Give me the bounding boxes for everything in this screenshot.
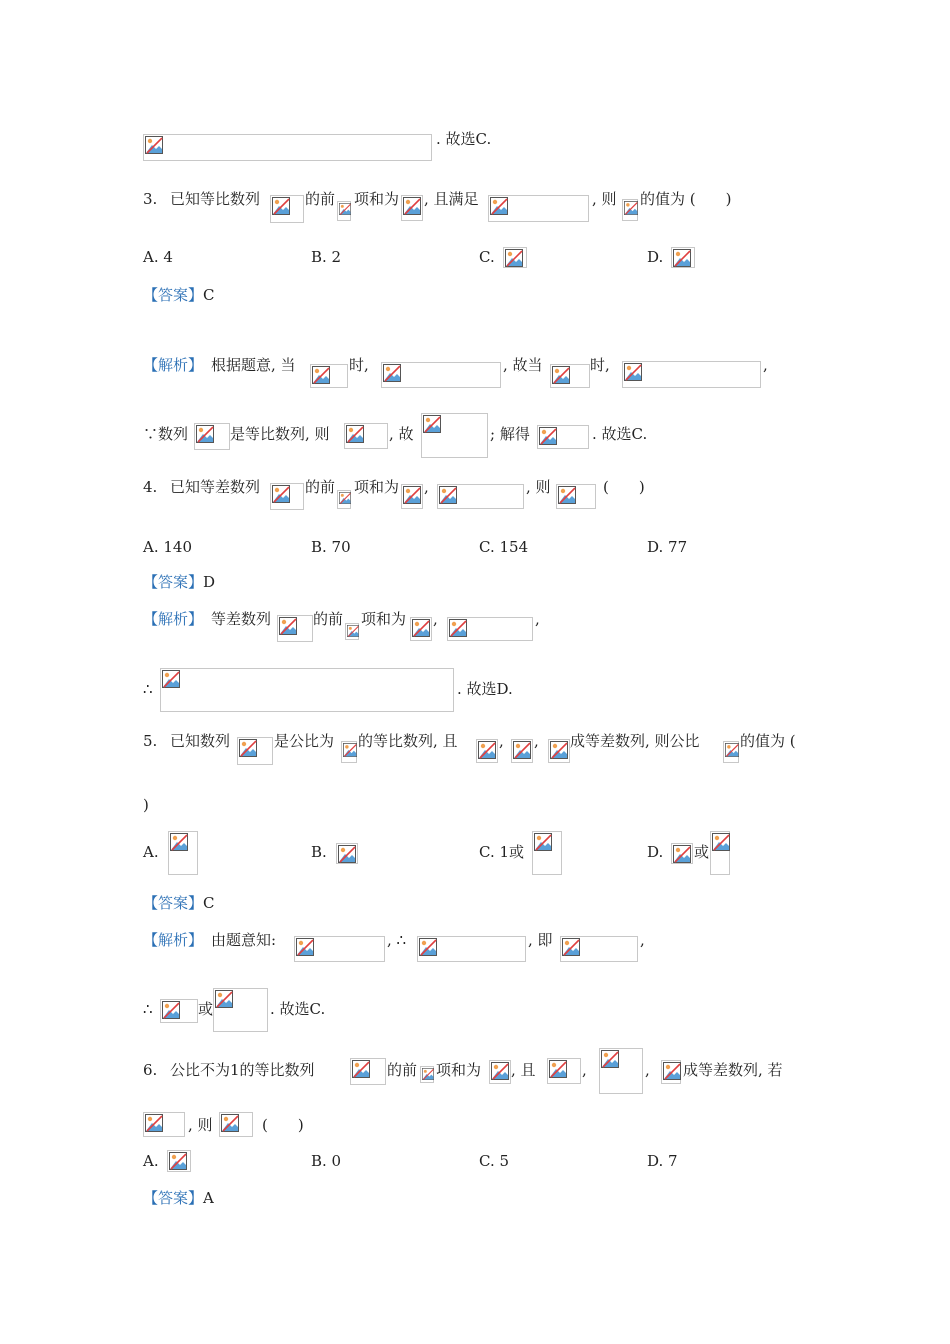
broken-image-icon <box>673 845 691 863</box>
option-b: B. <box>311 843 327 861</box>
formula-image <box>213 988 268 1032</box>
option-c: C. 154 <box>479 538 529 556</box>
answer-value: A <box>203 1189 214 1207</box>
analysis-text: 由题意知: <box>211 931 277 949</box>
question-text: ) <box>143 796 149 814</box>
formula-image <box>341 741 357 763</box>
formula-image <box>710 831 730 875</box>
broken-image-icon <box>478 741 496 759</box>
broken-image-icon <box>439 486 457 504</box>
answer-line <box>143 893 215 913</box>
broken-image-icon <box>170 833 188 851</box>
formula-image <box>550 364 590 388</box>
question-text: , 且满足 <box>424 190 479 208</box>
broken-image-icon <box>338 845 356 863</box>
broken-image-icon <box>339 203 351 215</box>
broken-image-icon <box>673 249 691 267</box>
option-c: C. <box>479 248 495 266</box>
broken-image-icon <box>552 366 570 384</box>
broken-image-icon <box>491 1062 509 1080</box>
question-text: 公比不为1的等比数列 <box>170 1061 315 1079</box>
analysis-text: ∴ <box>143 680 153 698</box>
analysis-text: , <box>640 931 645 949</box>
broken-image-icon <box>624 363 642 381</box>
option-c: C. 5 <box>479 1152 510 1170</box>
broken-image-icon <box>558 486 576 504</box>
formula-image <box>671 843 693 864</box>
analysis-text: . 故选C. <box>270 1000 326 1018</box>
broken-image-icon <box>296 938 314 956</box>
formula-image <box>437 484 524 509</box>
formula-image <box>421 413 488 458</box>
option-a: A. 140 <box>143 538 192 556</box>
formula-image <box>476 739 498 763</box>
formula-image <box>167 1150 191 1172</box>
question-text: , <box>582 1061 587 1079</box>
formula-image <box>270 483 304 510</box>
question-text: 成等差数列, 则公比 <box>570 732 700 750</box>
text-line: . 故选C. <box>436 130 492 148</box>
formula-image <box>503 247 527 268</box>
analysis-text: 时, <box>349 356 369 374</box>
question-text: , 且 <box>511 1061 536 1079</box>
formula-image <box>723 741 739 763</box>
analysis-text: ; 解得 <box>490 425 530 443</box>
broken-image-icon <box>221 1114 239 1132</box>
formula-image <box>420 1066 434 1083</box>
option-a: A. <box>143 843 159 861</box>
option-a: A. 4 <box>143 248 173 266</box>
question-text: 成等差数列, 若 <box>683 1061 783 1079</box>
question-text: , 则 <box>526 478 551 496</box>
question-number: 5. <box>143 732 158 750</box>
formula-image <box>350 1058 386 1085</box>
broken-image-icon <box>145 136 163 154</box>
formula-image <box>532 831 562 875</box>
question-text: 的前 <box>387 1061 418 1079</box>
formula-image <box>160 668 454 712</box>
answer-line <box>143 285 215 305</box>
question-number: 6. <box>143 1061 158 1079</box>
answer-line <box>143 572 215 592</box>
formula-image <box>336 843 358 864</box>
formula-image <box>237 737 273 765</box>
broken-image-icon <box>343 743 357 757</box>
question-text: , 则 <box>188 1116 213 1134</box>
broken-image-icon <box>196 425 214 443</box>
formula-image <box>160 999 198 1023</box>
formula-image <box>337 490 351 509</box>
broken-image-icon <box>419 938 437 956</box>
broken-image-icon <box>412 619 430 637</box>
option-b: B. 70 <box>311 538 351 556</box>
formula-image <box>401 195 423 221</box>
formula-image <box>447 617 533 641</box>
analysis-text: , 故 <box>389 425 414 443</box>
answer-value: C <box>203 894 215 912</box>
broken-image-icon <box>513 741 531 759</box>
formula-image <box>410 617 432 641</box>
formula-image <box>294 936 385 962</box>
option-d: D. <box>647 843 664 861</box>
option-a: A. <box>143 1152 159 1170</box>
broken-image-icon <box>272 197 290 215</box>
analysis-label: 【解析】 <box>143 931 204 949</box>
option-d-or: 或 <box>694 843 710 861</box>
answer-label: 【答案】 <box>143 573 204 591</box>
question-text: , <box>534 732 539 750</box>
broken-image-icon <box>162 1001 180 1019</box>
analysis-text: , <box>763 356 768 374</box>
option-c: C. 1或 <box>479 843 525 861</box>
question-text: 已知等差数列 <box>170 478 261 496</box>
question-text: 的值为 ( <box>740 732 796 750</box>
broken-image-icon <box>549 1060 567 1078</box>
broken-image-icon <box>601 1050 619 1068</box>
formula-image <box>661 1060 681 1084</box>
broken-image-icon <box>272 485 290 503</box>
formula-image <box>345 623 359 640</box>
formula-image <box>548 739 570 763</box>
formula-image <box>194 423 230 450</box>
formula-image <box>381 362 501 388</box>
question-text: 的前 <box>305 190 336 208</box>
formula-image <box>219 1112 253 1137</box>
analysis-text: ∴ <box>143 1000 153 1018</box>
analysis-text: 的前 <box>313 610 344 628</box>
broken-image-icon <box>339 492 351 504</box>
analysis-text: , 即 <box>528 931 553 949</box>
broken-image-icon <box>663 1062 681 1080</box>
broken-image-icon <box>346 425 364 443</box>
question-number: 4. <box>143 478 158 496</box>
broken-image-icon <box>215 990 233 1008</box>
analysis-text: , <box>535 610 540 628</box>
formula-image <box>270 195 304 223</box>
formula-image <box>417 936 526 962</box>
question-text: 的等比数列, 且 <box>358 732 458 750</box>
broken-image-icon <box>352 1060 370 1078</box>
formula-image <box>622 199 638 221</box>
question-text: 项和为 <box>436 1061 482 1079</box>
broken-image-icon <box>712 833 730 851</box>
analysis-text: . 故选C. <box>592 425 648 443</box>
formula-image <box>277 615 313 642</box>
broken-image-icon <box>539 427 557 445</box>
formula-image <box>310 364 348 388</box>
broken-image-icon <box>347 625 359 637</box>
analysis-text: 或 <box>198 1000 214 1018</box>
analysis-text: , 故当 <box>503 356 543 374</box>
formula-image <box>556 484 596 509</box>
broken-image-icon <box>422 1068 434 1080</box>
broken-image-icon <box>239 739 257 757</box>
broken-image-icon <box>562 938 580 956</box>
formula-image <box>337 201 351 221</box>
broken-image-icon <box>279 617 297 635</box>
formula-image <box>537 425 589 449</box>
broken-image-icon <box>490 197 508 215</box>
formula-image <box>511 739 533 763</box>
formula-image <box>599 1048 643 1094</box>
analysis-text: , <box>433 610 438 628</box>
formula-image <box>168 831 198 875</box>
broken-image-icon <box>383 364 401 382</box>
answer-line <box>143 1188 214 1208</box>
question-text: , <box>424 478 429 496</box>
question-text: , <box>499 732 504 750</box>
question-text: 是公比为 <box>274 732 335 750</box>
analysis-text: 等差数列 <box>211 610 272 628</box>
analysis-text: 项和为 <box>361 610 407 628</box>
broken-image-icon <box>725 743 739 757</box>
option-d: D. 7 <box>647 1152 678 1170</box>
question-text: ( ) <box>262 1116 304 1134</box>
question-text: , 则 <box>592 190 617 208</box>
broken-image-icon <box>145 1114 163 1132</box>
analysis-text: 根据题意, 当 <box>211 356 296 374</box>
broken-image-icon <box>403 486 421 504</box>
formula-image <box>488 195 589 222</box>
option-d: D. <box>647 248 664 266</box>
formula-image <box>671 247 695 268</box>
answer-label: 【答案】 <box>143 894 204 912</box>
broken-image-icon <box>534 833 552 851</box>
analysis-text: , ∴ <box>387 931 407 949</box>
formula-image <box>143 134 432 161</box>
formula-image <box>401 484 423 509</box>
broken-image-icon <box>423 415 441 433</box>
answer-value: C <box>203 286 215 304</box>
answer-label: 【答案】 <box>143 286 204 304</box>
question-text: ( ) <box>603 478 645 496</box>
analysis-text: 是等比数列, 则 <box>230 425 330 443</box>
analysis-label: 【解析】 <box>143 610 204 628</box>
question-number: 3. <box>143 190 158 208</box>
formula-image <box>143 1112 185 1137</box>
question-text: 已知数列 <box>170 732 231 750</box>
answer-value: D <box>203 573 216 591</box>
analysis-label: 【解析】 <box>143 356 204 374</box>
broken-image-icon <box>550 741 568 759</box>
question-text: 项和为 <box>354 190 400 208</box>
broken-image-icon <box>403 197 421 215</box>
question-text: 项和为 <box>354 478 400 496</box>
analysis-text: ∵数列 <box>143 425 189 443</box>
question-text: , <box>645 1061 650 1079</box>
broken-image-icon <box>449 619 467 637</box>
option-d: D. 77 <box>647 538 688 556</box>
broken-image-icon <box>505 249 523 267</box>
formula-image <box>489 1060 511 1084</box>
formula-image <box>547 1058 581 1084</box>
question-text: 已知等比数列 <box>170 190 261 208</box>
formula-image <box>622 361 761 388</box>
formula-image <box>344 423 388 449</box>
analysis-text: . 故选D. <box>457 680 513 698</box>
answer-label: 【答案】 <box>143 1189 204 1207</box>
formula-image <box>560 936 638 962</box>
question-text: 的值为 ( ) <box>640 190 732 208</box>
broken-image-icon <box>312 366 330 384</box>
broken-image-icon <box>162 670 180 688</box>
analysis-text: 时, <box>590 356 610 374</box>
question-text: 的前 <box>305 478 336 496</box>
option-b: B. 2 <box>311 248 342 266</box>
option-b: B. 0 <box>311 1152 342 1170</box>
broken-image-icon <box>624 201 638 215</box>
broken-image-icon <box>169 1152 187 1170</box>
